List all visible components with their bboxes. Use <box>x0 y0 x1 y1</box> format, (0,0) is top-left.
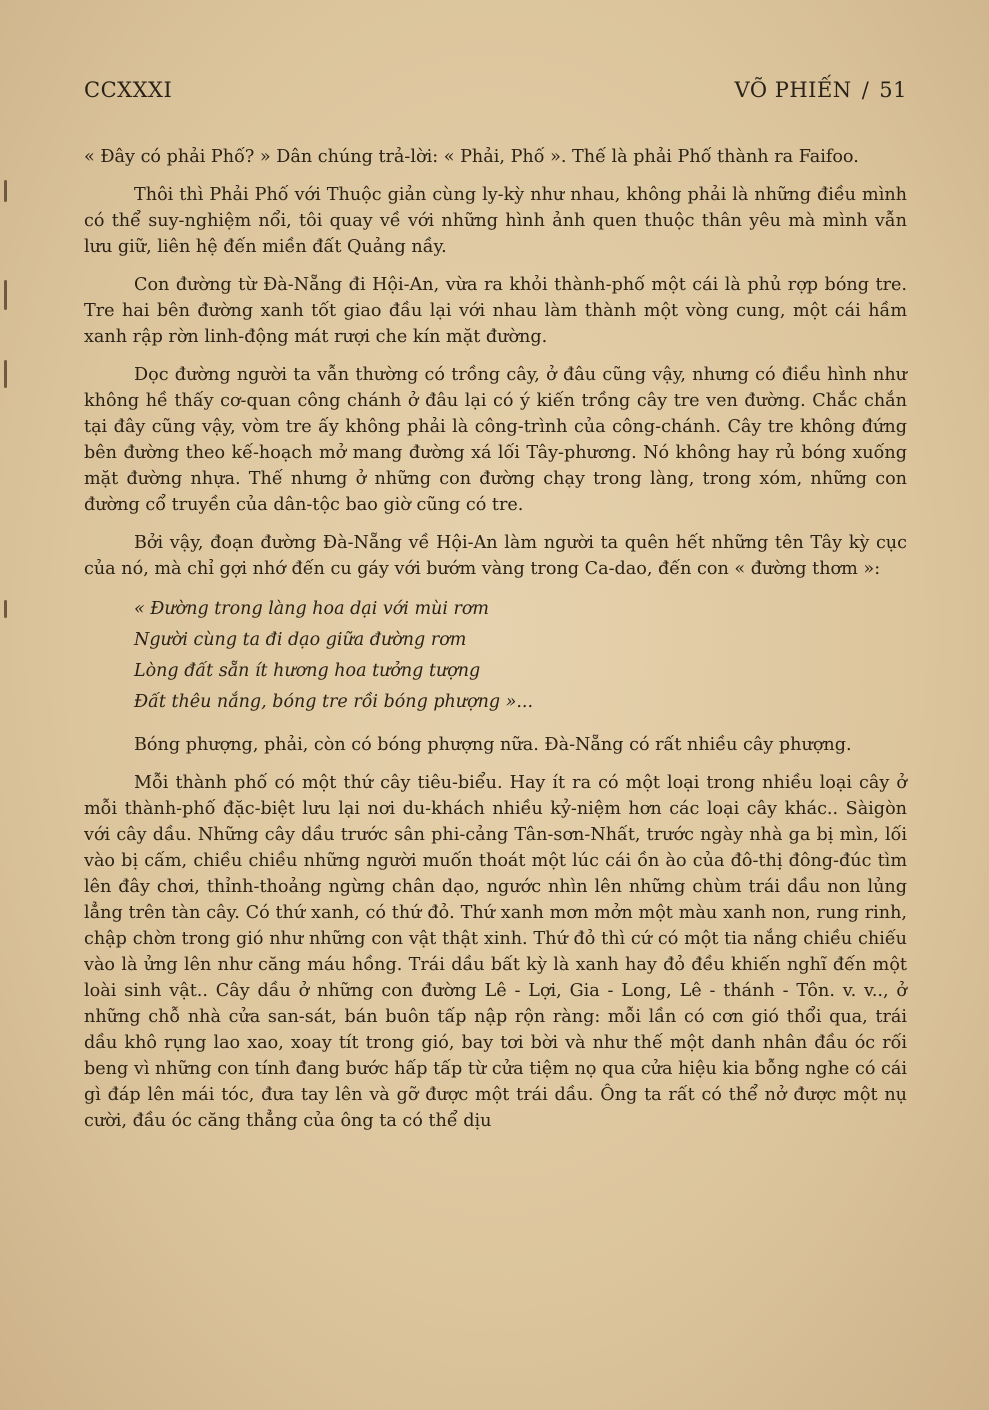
page-body <box>84 144 907 1134</box>
paragraph: « Đây có phải Phố? » Dân chúng trả-lời: « Phải, Phố ». Thế là phải Phố thành ra Faifoo. <box>84 147 859 167</box>
page-number: 51 <box>879 78 907 102</box>
page-edge-mark <box>4 360 7 388</box>
poem-quote <box>134 594 907 718</box>
paragraph: Dọc đường người ta vẫn thường có trồng cây, ở đâu cũng vậy, nhưng có điều hình như không hề thấy cơ-quan công chánh ở đâu lại có ý kiến trồng cây tre ven đường. Chắc chắn tại đây cũng vậy, vòm tre ấy không phải là công-trình của công-chánh. Cây tre không đứng bên đường theo kế-hoạch mở mang đường xá lối Tây-phương. Nó không hay rủ bóng xuống mặt đường nhựa. Thế nhưng ở những con đường chạy trong làng, trong xóm, những con đường cổ truyền của dân-tộc bao giờ cũng có tre. <box>84 365 907 515</box>
poem-line: Người cùng ta đi dạo giữa đường rơm <box>134 630 467 650</box>
paragraph: Mỗi thành phố có một thứ cây tiêu-biểu. Hay ít ra có một loại trong nhiều loại cây ở mỗi thành-phố đặc-biệt lưu lại nơi du-khách nhiều kỷ-niệm hơn các loại cây khác.. Sàigòn với cây dầu. Những cây dầu trước sân phi-cảng Tân-sơn-Nhất, trước ngày nhà ga bị mìn, lối vào bị cấm, chiều chiều những người muốn thoát một lúc cái ồn ào của đô-thị đông-đúc tìm lên đây chơi, thỉnh-thoảng ngừng chân dạo, ngước nhìn lên những chùm trái dầu non lủng lẳng trên tàn cây. Có thứ xanh, có thứ đỏ. Thứ xanh mơn mởn một màu xanh non, rung rinh, chập chờn trong gió như những con vật thật xinh. Thứ đỏ thì cứ có một tia nắng chiều chiếu vào là ửng lên như căng máu hồng. Trái dầu bất kỳ là xanh hay đỏ đều khiến nghĩ đến một loài sinh vật.. Cây dầu ở những con đường Lê - Lợi, Gia - Long, Lê - thánh - Tôn. v. v.., ở những chỗ nhà cửa san-sát, bán buôn tấp nập rộn ràng: mỗi lần có cơn gió thổi qua, trái dầu khô rụng lao xao, xoay tít trong gió, bay tơi bời và như thế một danh nhân đầu óc rối beng vì những con tính đang bước hấp tấp từ cửa tiệm nọ qua cửa hiệu kia bỗng nghe có cái gì đáp lên mái tóc, đưa tay lên và gỡ được một trái dầu. Ông ta rất có thể nở được một nụ cười, đầu óc căng thẳng của ông ta có thể dịu <box>84 773 907 1131</box>
page-edge-mark <box>4 180 7 202</box>
poem-line: Lòng đất sẵn ít hương hoa tưởng tượng <box>134 661 481 681</box>
section-number: CCXXXI <box>84 78 173 102</box>
header-separator: / <box>861 78 870 102</box>
page-edge-mark <box>4 600 7 618</box>
paragraph: Thôi thì Phải Phố với Thuộc giản cùng ly-kỳ như nhau, không phải là những điều mình có thể suy-nghiệm nổi, tôi quay về với những hình ảnh quen thuộc thân yêu mà mình vẫn lưu giữ, liên hệ đến miền đất Quảng nầy. <box>84 185 907 257</box>
page-edge-mark <box>4 280 7 310</box>
poem-line: « Đường trong làng hoa dại với mùi rơm <box>134 599 489 619</box>
paragraph: Con đường từ Đà-Nẵng đi Hội-An, vừa ra khỏi thành-phố một cái là phủ rợp bóng tre. Tre hai bên đường xanh tốt giao đầu lại với nhau làm thành một vòng cung, một cái hầm xanh rập rờn linh-động mát rượi che kín mặt đường. <box>84 275 907 347</box>
author-name: VÕ PHIẾN <box>734 78 852 102</box>
running-header <box>84 78 907 102</box>
paragraph: Bóng phượng, phải, còn có bóng phượng nữa. Đà-Nẵng có rất nhiều cây phượng. <box>134 735 852 755</box>
poem-line: Đất thêu nắng, bóng tre rồi bóng phượng »... <box>134 692 534 712</box>
paragraph: Bởi vậy, đoạn đường Đà-Nẵng về Hội-An làm người ta quên hết những tên Tây kỳ cục của nó, mà chỉ gợi nhớ đến cu gáy với bướm vàng trong Ca-dao, đến con « đường thơm »: <box>84 533 907 579</box>
header-right <box>735 78 907 102</box>
